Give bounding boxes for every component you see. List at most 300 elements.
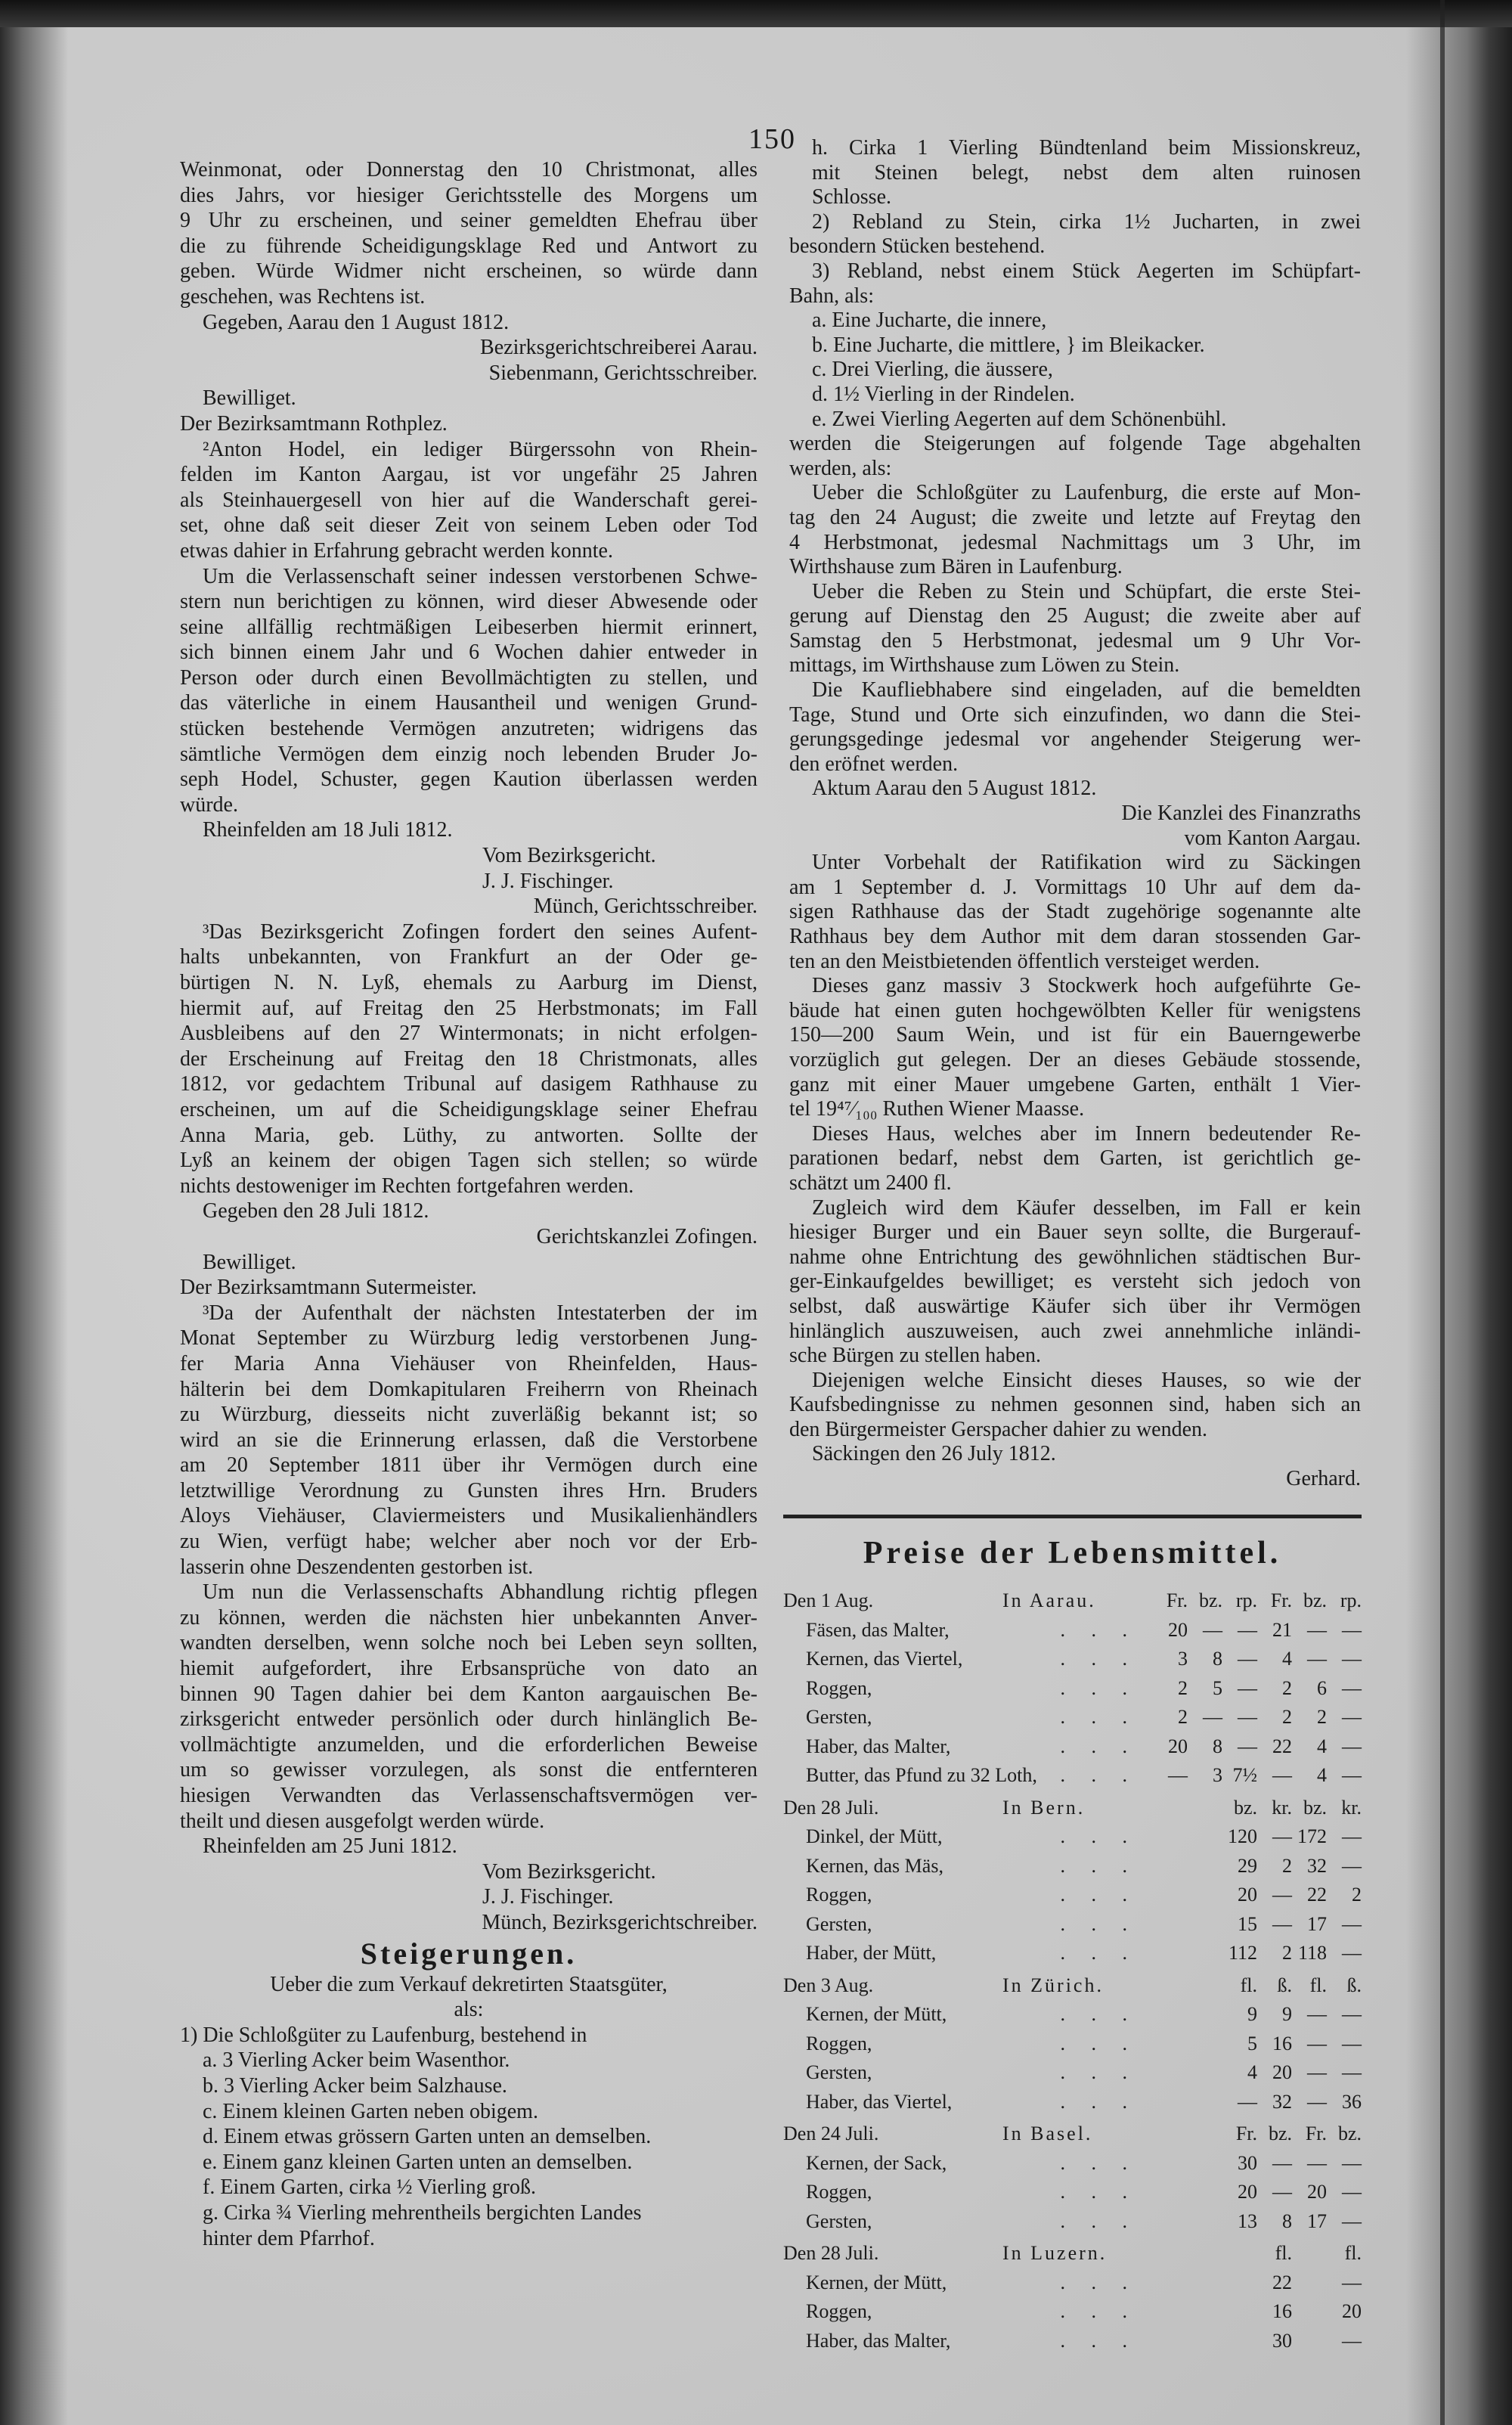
left-column	[180, 157, 758, 2251]
unit-label: fl.	[1275, 2242, 1292, 2264]
price-values	[1153, 1761, 1362, 1791]
text-line: etwas dahier in Erfahrung gebracht werden konnte.	[180, 538, 613, 563]
price-row	[783, 1616, 1362, 1645]
text-line: wird an sie die Erinnerung erlassen, daß die Verstorbene	[180, 1428, 758, 1452]
text-line: a. 3 Vierling Acker beim Wasenthor.	[203, 2048, 510, 2073]
price-value: 4	[1317, 1764, 1327, 1786]
text-line: geschehen, was Rechtens ist.	[180, 284, 426, 309]
unit-headers	[1153, 1586, 1362, 1616]
empty-cell	[1153, 2058, 1188, 2088]
text-line: hälterin bei dem Domkapitularen Freiherrn von Rheinach	[180, 1377, 758, 1401]
price-value: —	[1342, 2209, 1362, 2232]
price-place: In Luzern.	[1002, 2242, 1108, 2264]
price-value: —	[1342, 1706, 1362, 1728]
price-row	[783, 1674, 1362, 1704]
empty-cell	[1188, 2120, 1222, 2149]
text-line: Münch, Gerichtsschreiber.	[533, 895, 758, 919]
price-value: —	[1342, 2181, 1362, 2203]
price-value: —	[1307, 1618, 1327, 1641]
price-value: —	[1307, 2151, 1327, 2174]
price-value: —	[1342, 1912, 1362, 1935]
text-line: set, ohne daß seit dieser Zeit von seinem Leben oder Tod	[180, 513, 758, 538]
price-value: 2	[1317, 1706, 1327, 1728]
price-value: 22	[1307, 1884, 1327, 1906]
text-line: sigen Rathhause das der Stadt zugehörige sogenannte alte	[789, 900, 1361, 924]
price-value: 2	[1282, 1676, 1292, 1699]
page-fold	[1440, 0, 1445, 2425]
text-line: mittags, im Wirthshause zum Löwen zu Stein.	[789, 653, 1180, 678]
price-values	[1153, 1703, 1362, 1732]
price-place: In Bern.	[1002, 1796, 1086, 1819]
price-item: Gersten,	[806, 2209, 872, 2232]
unit-label: kr.	[1341, 1796, 1362, 1819]
price-row	[783, 1910, 1362, 1940]
price-value: 20	[1272, 2061, 1292, 2083]
price-item: Roggen,	[806, 2300, 872, 2322]
text-line: hiermit auf, auf Freitag den 25 Herbstmonats; im Fall	[180, 996, 758, 1020]
empty-cell	[1188, 1971, 1222, 2001]
empty-cell	[1188, 2088, 1222, 2117]
price-row	[783, 2058, 1362, 2088]
right-column	[789, 136, 1361, 1492]
price-value: 8	[1282, 2209, 1292, 2232]
text-line: d. Einem etwas grössern Garten unten an demselben.	[203, 2125, 652, 2149]
text-line: Münch, Bezirksgerichtschreiber.	[482, 1910, 758, 1934]
text-line: mit Steinen belegt, nebst dem alten ruinosen	[812, 160, 1361, 185]
unit-label	[1292, 2239, 1327, 2268]
text-line: Bewilliget.	[203, 1250, 296, 1274]
price-place: In Basel.	[1002, 2123, 1093, 2144]
unit-label: bz.	[1233, 1796, 1257, 1819]
empty-cell	[1153, 1939, 1188, 1968]
price-value: 32	[1307, 1854, 1327, 1877]
text-line: ³Da der Aufenthalt der nächsten Intestaterben der im	[203, 1301, 758, 1325]
price-value: —	[1342, 1854, 1362, 1877]
empty-cell	[1222, 2239, 1257, 2268]
text-line: Zugleich wird dem Käufer desselben, im Fall er kein	[812, 1195, 1361, 1220]
empty-cell	[1188, 1794, 1222, 1823]
price-item: Gersten,	[806, 1706, 872, 1728]
price-row	[783, 1732, 1362, 1762]
text-line: gerung auf Dienstag den 25 August; die zweite aber auf	[789, 604, 1361, 628]
unit-label: Fr.	[1235, 2123, 1257, 2144]
price-values	[1153, 1881, 1362, 1910]
price-value: —	[1342, 1618, 1362, 1641]
text-line: vollmächtigte anzumelden, und die erforderlichen Beweise	[180, 1732, 758, 1757]
text-line: Person oder durch einen Bevollmächtigten zu stellen, und	[180, 665, 758, 690]
text-line: Rathhaus bey dem Author mit dem daran stossenden Gar-	[789, 925, 1361, 948]
price-values	[1153, 2088, 1362, 2117]
price-date: Den 24 Juli.	[783, 2123, 879, 2144]
text-line: hinlänglich auszuweisen, auch zwei annehmliche inländi-	[789, 1319, 1361, 1343]
price-value: 32	[1272, 2090, 1292, 2113]
price-row	[783, 2297, 1362, 2327]
text-line: Ausbleibens auf den 27 Wintermonats; in nicht erfolgen-	[180, 1022, 758, 1046]
price-value: 118	[1297, 1942, 1327, 1964]
price-value: 2	[1282, 1706, 1292, 1728]
text-line: nahme ohne Entrichtung des gewöhnlichen städtischen Bur-	[789, 1245, 1361, 1269]
price-table-title: Preise der Lebensmittel.	[863, 1536, 1282, 1571]
price-value: 3	[1178, 1648, 1188, 1670]
text-line: stücken bestehende Vermögen anzutreten; widrigens das	[180, 717, 758, 741]
price-value: 15	[1238, 1912, 1257, 1935]
empty-cell	[1188, 2297, 1222, 2327]
text-line: ²Anton Hodel, ein lediger Bürgerssohn von Rhein-	[203, 437, 758, 461]
price-values	[1153, 1732, 1362, 1762]
text-line: Anna Maria, geb. Lüthy, zu antworten. Sollte der	[180, 1123, 758, 1147]
price-value: —	[1342, 1676, 1362, 1699]
text-line: 150—200 Saum Wein, und ist für ein Bauerngewerbe	[789, 1023, 1361, 1047]
text-line: hiesigen Verwandten das Verlassenschaftsvermögen ver-	[180, 1784, 758, 1807]
text-line: Unter Vorbehalt der Ratifikation wird zu Säckingen	[812, 851, 1361, 875]
unit-label: rp.	[1235, 1589, 1257, 1611]
empty-cell	[1153, 2297, 1188, 2327]
price-row	[783, 1881, 1362, 1910]
price-value: 9	[1247, 2003, 1257, 2025]
price-item: Butter, das Pfund zu 32 Loth,	[806, 1764, 1037, 1786]
unit-label: fl.	[1240, 1974, 1257, 1996]
text-line: am 20 September 1811 über ihr Vermögen durch eine	[180, 1453, 758, 1478]
price-value: —	[1307, 2090, 1327, 2113]
text-line: f. Einem Garten, cirka ½ Vierling groß.	[203, 2175, 536, 2200]
empty-cell	[1153, 1910, 1188, 1940]
price-row	[783, 2268, 1362, 2298]
text-line: J. J. Fischinger.	[482, 1885, 614, 1909]
text-line: geben. Würde Widmer nicht erscheinen, so würde dann	[180, 259, 758, 284]
text-line: Vom Bezirksgericht.	[482, 844, 656, 868]
text-line: 1812, vor gedachtem Tribunal auf dasigem Rathhause zu	[180, 1072, 758, 1096]
text-line: bürtigen N. N. Lyß, ehemals zu Aarburg im Dienst,	[180, 971, 758, 994]
text-line: J. J. Fischinger.	[482, 869, 614, 893]
price-value: 2	[1352, 1884, 1362, 1906]
text-line: Gegeben, Aarau den 1 August 1812.	[203, 310, 510, 334]
price-value: —	[1238, 1706, 1257, 1728]
text-line: erscheinen, um auf die Scheidigungsklage seiner Ehefrau	[180, 1097, 758, 1121]
text-line: Die Kanzlei des Finanzraths	[1121, 802, 1361, 826]
price-value: 36	[1342, 2090, 1362, 2113]
text-line: hiemit aufgefordert, ihre Erbsansprüche von dato an	[180, 1657, 758, 1681]
price-value: —	[1307, 1648, 1327, 1670]
price-value: —	[1342, 1825, 1362, 1847]
text-line: Um nun die Verlassenschafts Abhandlung richtig pflegen	[203, 1580, 758, 1605]
unit-label: bz.	[1303, 1589, 1327, 1611]
text-line: Aktum Aarau den 5 August 1812.	[812, 777, 1097, 801]
price-item: Roggen,	[806, 1884, 872, 1906]
text-line: Gerhard.	[1286, 1467, 1361, 1491]
text-line: ³Das Bezirksgericht Zofingen fordert den seines Aufent-	[203, 919, 758, 944]
text-line: a. Eine Jucharte, die innere,	[812, 309, 1047, 333]
text-line: Gegeben den 28 Juli 1812.	[203, 1199, 429, 1223]
text-line: Bezirksgerichtschreiberei Aarau.	[480, 336, 758, 360]
text-line: Dieses ganz massiv 3 Stockwerk hoch aufgeführte Ge-	[812, 974, 1361, 998]
price-row	[783, 1852, 1362, 1881]
price-values	[1153, 1616, 1362, 1645]
text-line: 3) Rebland, nebst einem Stück Aegerten im Schüpfart-	[812, 259, 1361, 283]
price-value: 8	[1213, 1735, 1222, 1757]
empty-cell	[1188, 2268, 1222, 2298]
text-line: sämtliche Vermögen dem einzig noch lebenden Bruder Jo-	[180, 742, 758, 766]
price-value: —	[1272, 2151, 1292, 2174]
price-section-header	[783, 2239, 1362, 2268]
leader-dots: . . .	[1060, 2061, 1138, 2083]
empty-cell	[1188, 1881, 1222, 1910]
empty-cell	[1188, 2178, 1222, 2207]
text-line: schätzt um 2400 fl.	[789, 1171, 952, 1195]
text-line: zu Wien, verfügt habe; welcher aber noch vor der Erb-	[180, 1530, 758, 1554]
price-values	[1153, 2178, 1362, 2207]
text-line: gerungsgedinge jedesmal vor angehender Steigerung wer-	[789, 727, 1361, 752]
empty-cell	[1153, 2178, 1188, 2207]
price-value: 2	[1282, 1854, 1292, 1877]
price-value: —	[1272, 1912, 1292, 1935]
unit-headers	[1153, 1971, 1362, 2001]
text-line: letztwillige Verordnung zu Gunsten ihres Hrn. Bruders	[180, 1478, 758, 1502]
text-line: Säckingen den 26 July 1812.	[812, 1442, 1056, 1466]
leader-dots: . . .	[1060, 2090, 1138, 2113]
leader-dots: . . .	[1060, 1648, 1138, 1670]
text-line: fer Maria Anna Viehäuser von Rheinfelden, Haus-	[180, 1351, 758, 1375]
unit-label: Fr.	[1270, 1589, 1292, 1611]
text-line: Samstag den 5 Herbstmonat, jedesmal um 9 Uhr Vor-	[789, 628, 1361, 653]
price-row	[783, 2207, 1362, 2237]
empty-cell	[1188, 2058, 1222, 2088]
price-value: 29	[1238, 1854, 1257, 1877]
unit-label: kr.	[1272, 1796, 1292, 1819]
price-values	[1153, 2030, 1362, 2059]
price-row	[783, 1822, 1362, 1852]
text-line: hiesiger Burger und ein Bauer seyn sollte, die Burgerauf-	[789, 1220, 1361, 1245]
text-line: binnen 90 Tagen dahier bei dem Kanton aargauischen Be-	[180, 1682, 758, 1706]
text-line: vom Kanton Aargau.	[1184, 826, 1361, 850]
text-line: die zu führende Scheidigungsklage Red und Antwort zu	[180, 234, 758, 258]
price-value: —	[1203, 1706, 1222, 1728]
leader-dots: . . .	[1060, 1825, 1138, 1847]
price-value: 4	[1282, 1648, 1292, 1670]
empty-cell	[1153, 2030, 1188, 2059]
text-line: würde.	[180, 792, 238, 817]
price-item: Gersten,	[806, 2061, 872, 2083]
price-place: In Aarau.	[1002, 1589, 1096, 1611]
price-table	[783, 1583, 1362, 2355]
price-date: Den 28 Juli.	[783, 1796, 879, 1819]
price-row	[783, 2000, 1362, 2030]
leader-dots: . . .	[1060, 2271, 1138, 2293]
price-row	[783, 1939, 1362, 1968]
empty-cell	[1153, 1881, 1188, 1910]
price-item: Roggen,	[806, 2032, 872, 2054]
text-line: parationen bedarf, nebst dem Garten, ist gerichtlich ge-	[789, 1146, 1361, 1171]
price-row	[783, 2088, 1362, 2117]
leader-dots: . . .	[1060, 1942, 1138, 1964]
text-line: den Bürgermeister Gerspacher dahier zu wenden.	[789, 1417, 1208, 1441]
price-item: Haber, das Malter,	[806, 2329, 951, 2352]
empty-cell	[1153, 2268, 1188, 2298]
price-value: —	[1272, 1825, 1292, 1847]
leader-dots: . . .	[1060, 1706, 1138, 1728]
text-line: der Erscheinung auf Freitag den 18 Christmonats, alles	[180, 1047, 758, 1071]
section-heading: Steigerungen.	[360, 1936, 578, 1971]
price-value: 20	[1238, 2181, 1257, 2203]
empty-cell	[1153, 2000, 1188, 2030]
price-value: 3	[1213, 1764, 1222, 1786]
price-value: 5	[1213, 1676, 1222, 1699]
price-value	[1292, 2268, 1327, 2298]
empty-cell	[1153, 1971, 1188, 2001]
price-values	[1153, 1852, 1362, 1881]
empty-cell	[1153, 1852, 1188, 1881]
leader-dots: . . .	[1060, 1764, 1138, 1786]
price-values	[1153, 1674, 1362, 1704]
price-value: 21	[1272, 1618, 1292, 1641]
unit-label: rp.	[1340, 1589, 1362, 1611]
price-value: 172	[1297, 1825, 1327, 1847]
empty-cell	[1222, 2297, 1257, 2327]
text-line: Rheinfelden am 18 Juli 1812.	[203, 818, 453, 842]
price-item: Haber, das Viertel,	[806, 2090, 953, 2113]
price-value: —	[1307, 2061, 1327, 2083]
price-date: Den 3 Aug.	[783, 1974, 874, 1996]
empty-cell	[1188, 2239, 1222, 2268]
text-line: nichts destoweniger im Rechten fortgefahren werden.	[180, 1174, 634, 1198]
price-item: Kernen, der Mütt,	[806, 2271, 947, 2293]
price-value: 17	[1307, 1912, 1327, 1935]
price-value: 7½	[1232, 1764, 1257, 1786]
leader-dots: . . .	[1060, 1854, 1138, 1877]
leader-dots: . . .	[1060, 2300, 1138, 2322]
text-line: seph Hodel, Schuster, gegen Kaution überlassen werden	[180, 768, 758, 792]
price-value: 4	[1247, 2061, 1257, 2083]
text-line: ten an den Meistbietenden öffentlich versteiget werden.	[789, 949, 1260, 973]
empty-cell	[1188, 2030, 1222, 2059]
text-line: hinter dem Pfarrhof.	[203, 2226, 375, 2250]
empty-cell	[1153, 2120, 1188, 2149]
price-value: —	[1342, 1764, 1362, 1786]
text-line: tel 19⁴⁷⁄₁₀₀ Ruthen Wiener Maasse.	[789, 1097, 1085, 1121]
price-value: 4	[1317, 1735, 1327, 1757]
price-value: —	[1342, 2032, 1362, 2054]
text-line: ganz mit einer Mauer umgebene Garten, enthält 1 Vier-	[789, 1072, 1361, 1096]
leader-dots: . . .	[1060, 2181, 1138, 2203]
price-row	[783, 2030, 1362, 2059]
price-value: 112	[1228, 1942, 1257, 1964]
text-line: e. Einem ganz kleinen Garten unten an demselben.	[203, 2150, 633, 2174]
page-number: 150	[748, 123, 796, 155]
leader-dots: . . .	[1060, 1735, 1138, 1757]
price-row	[783, 1645, 1362, 1674]
text-line: Weinmonat, oder Donnerstag den 10 Christmonat, alles	[180, 158, 758, 181]
price-values	[1153, 1910, 1362, 1940]
empty-cell	[1188, 2327, 1222, 2356]
unit-label: bz.	[1303, 1796, 1327, 1819]
leader-dots: . . .	[1060, 1884, 1138, 1906]
text-line: c. Einem kleinen Garten neben obigem.	[203, 2099, 538, 2123]
unit-label: Fr.	[1305, 2123, 1327, 2144]
price-item: Kernen, der Mütt,	[806, 2003, 947, 2025]
price-row	[783, 1761, 1362, 1791]
price-value: 2	[1178, 1706, 1188, 1728]
text-line: als Steinhauergesell von hier auf die Wanderschaft gerei-	[180, 488, 758, 512]
text-line: stern nun berichtigen zu können, wird dieser Abwesende oder	[180, 590, 758, 614]
price-item: Kernen, der Sack,	[806, 2151, 947, 2174]
empty-cell	[1153, 1794, 1188, 1823]
price-value: 30	[1238, 2151, 1257, 2174]
empty-cell	[1188, 1939, 1222, 1968]
price-value: —	[1238, 2090, 1257, 2113]
text-line: zirksgericht entweder persönlich oder durch hinlänglich Be-	[180, 1707, 758, 1732]
price-value: 13	[1238, 2209, 1257, 2232]
price-row	[783, 2149, 1362, 2178]
empty-cell	[1153, 2149, 1188, 2178]
text-line: werden, als:	[789, 456, 892, 480]
price-values	[1153, 2268, 1362, 2298]
text-line: Siebenmann, Gerichtsschreiber.	[488, 361, 758, 385]
text-line: selbst, daß auswärtige Käufer sich über ihr Vermögen	[789, 1294, 1361, 1318]
text-line: Tage, Stund und Orte sich einzufinden, wo dann die Stei-	[789, 702, 1361, 727]
price-values	[1153, 2207, 1362, 2237]
text-line: Der Bezirksamtmann Rothplez.	[180, 411, 448, 436]
unit-label: bz.	[1337, 2123, 1362, 2144]
text-line: Diejenigen welche Einsicht dieses Hauses, so wie der	[812, 1368, 1361, 1392]
price-value: —	[1238, 1735, 1257, 1757]
text-line: halts unbekannten, von Frankfurt an der Oder ge-	[180, 945, 758, 969]
leader-dots: . . .	[1060, 1912, 1138, 1935]
empty-cell	[1188, 1910, 1222, 1940]
unit-label: ß.	[1277, 1974, 1292, 1996]
text-line: das väterliche in einem Hausantheil und wenigen Grund-	[180, 691, 758, 715]
text-line: seine allfällig rechtmäßigen Leibeserben hiermit erinnert,	[180, 615, 758, 639]
text-line: bäude hat einen guten hochgewölbten Keller für wenigstens	[789, 998, 1361, 1022]
price-value: 16	[1272, 2300, 1292, 2322]
text-line: Ueber die zum Verkauf dekretirten Staatsgüter,	[270, 1972, 668, 1996]
text-line: 1) Die Schloßgüter zu Laufenburg, bestehend in	[180, 2023, 587, 2047]
text-line: b. 3 Vierling Acker beim Salzhause.	[203, 2073, 507, 2098]
price-item: Haber, der Mütt,	[806, 1942, 937, 1964]
text-line: sich binnen einem Jahr und 6 Wochen dahier entweder in	[180, 640, 758, 665]
empty-cell	[1153, 2088, 1188, 2117]
leader-dots: . . .	[1060, 1676, 1138, 1699]
price-values	[1153, 2058, 1362, 2088]
leader-dots: . . .	[1060, 2209, 1138, 2232]
text-line: e. Zwei Vierling Aegerten auf dem Schönenbühl.	[812, 407, 1227, 431]
empty-cell	[1153, 2327, 1188, 2356]
unit-label: bz.	[1268, 2123, 1292, 2144]
empty-cell	[1188, 2207, 1222, 2237]
price-value: —	[1168, 1764, 1188, 1786]
price-item: Gersten,	[806, 1912, 872, 1935]
text-line: sche Bürgen zu stellen haben.	[789, 1344, 1042, 1368]
price-value	[1292, 2327, 1327, 2356]
price-value: —	[1342, 2271, 1362, 2293]
empty-cell	[1222, 2268, 1257, 2298]
price-values	[1153, 2327, 1362, 2356]
empty-cell	[1188, 2000, 1222, 2030]
text-line: den eröfnet werden.	[789, 752, 959, 776]
text-line: Um die Verlassenschaft seiner indessen verstorbenen Schwe-	[203, 564, 758, 588]
price-value: —	[1272, 1884, 1292, 1906]
text-line: Bahn, als:	[789, 284, 874, 308]
price-value: —	[1342, 2003, 1362, 2025]
price-value: —	[1238, 1648, 1257, 1670]
unit-headers	[1153, 2239, 1362, 2268]
text-line: Ueber die Reben zu Stein und Schüpfart, die erste Stei-	[812, 579, 1361, 603]
price-value: —	[1307, 2003, 1327, 2025]
text-line: Aloys Viehäuser, Claviermeisters und Musikalienhändlers	[180, 1504, 758, 1528]
price-section-header	[783, 1794, 1362, 1823]
text-line: Rheinfelden am 25 Juni 1812.	[203, 1834, 457, 1859]
price-value: —	[1272, 1764, 1292, 1786]
price-values	[1153, 2149, 1362, 2178]
text-line: Kaufsbedingnisse zu nehmen gesonnen sind, haben sich an	[789, 1393, 1361, 1417]
